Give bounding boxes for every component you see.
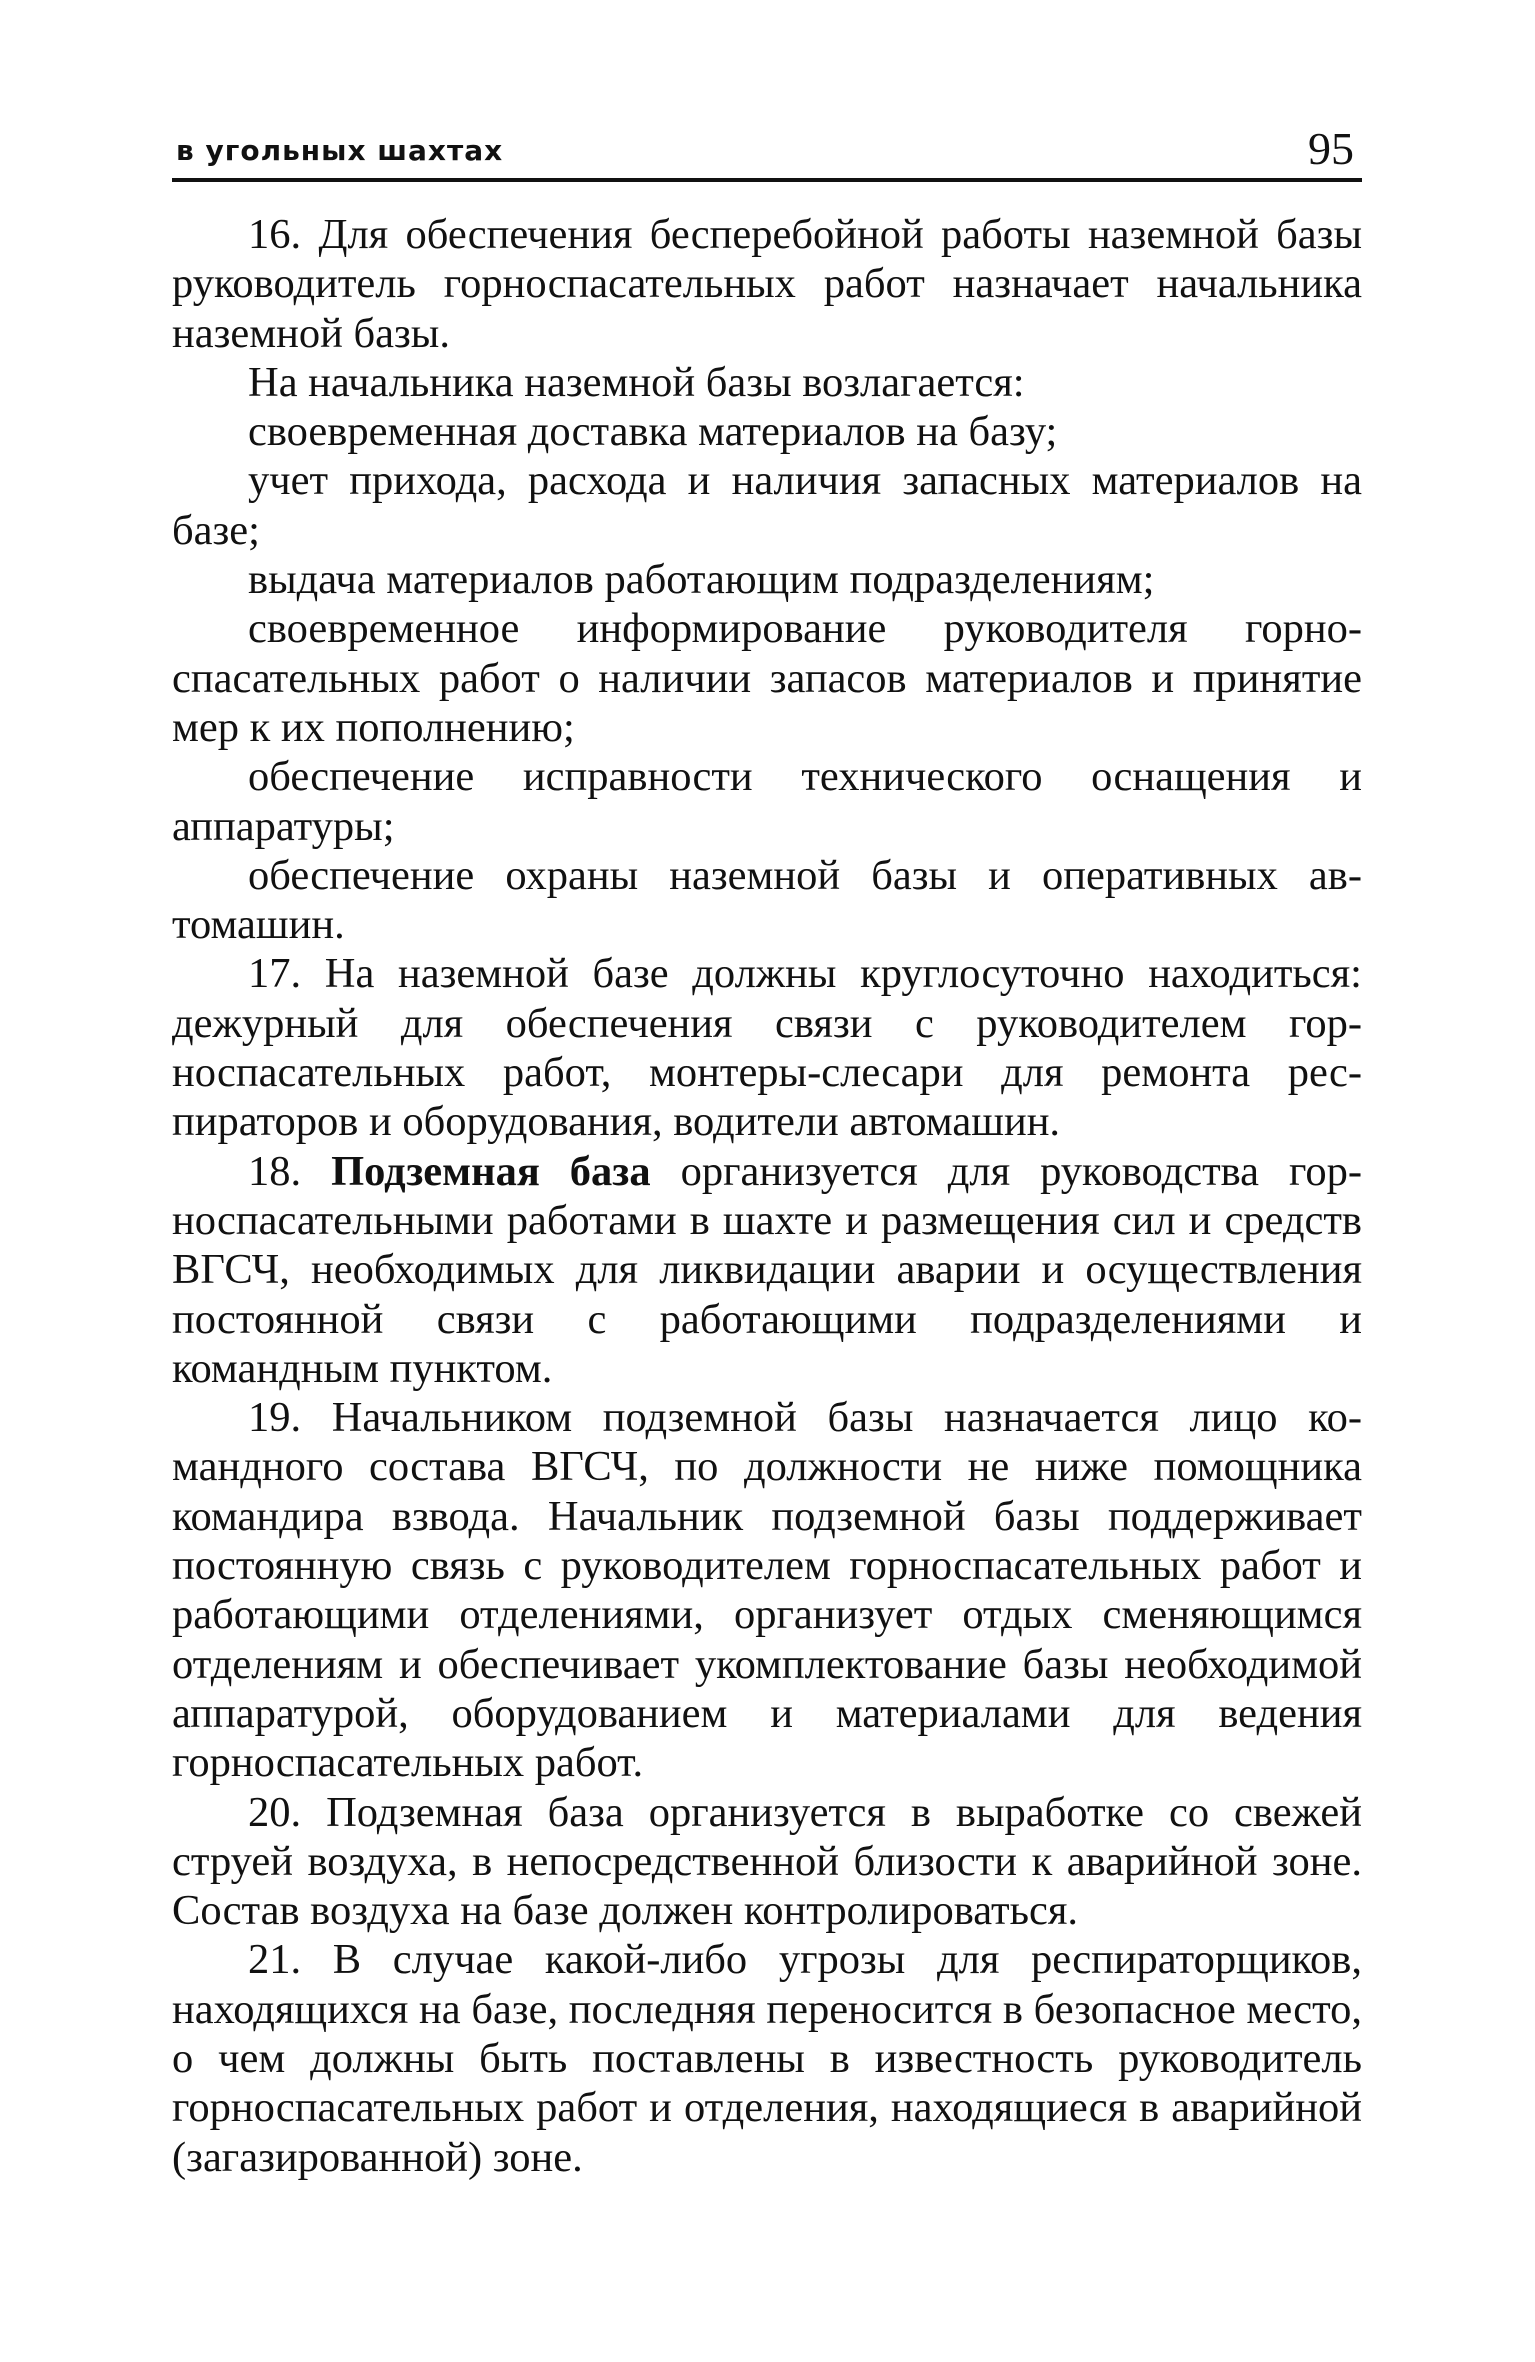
running-title: в угольных шахтах (176, 134, 504, 167)
page-number: 95 (1308, 123, 1354, 174)
header-rule (172, 178, 1362, 182)
paragraph: учет прихода, расхода и наличия запасных материалов на базе; (172, 457, 1362, 554)
paragraph: 17. На наземной базе должны круглосуточно находиться: дежурный для обеспечения связи с руководителем горноспасательных работ, монтеры-слесари для ремонта респираторов и оборудования, водители автомашин. (172, 950, 1362, 1146)
paragraph-text: организуется для руководства горноспасательными работами в шахте и размещения сил и средств ВГСЧ, необходимых для ликвидации аварии и осуществления постоянной связи с работающими подразделениями и командным пунктом. (172, 1147, 1363, 1392)
paragraph: обеспечение исправности технического оснащения и аппаратуры; (172, 753, 1362, 850)
paragraph: 20. Подземная база организуется в выработке со свежей струей воздуха, в непосредственной близости к аварийной зоне. Состав воздуха на базе должен контролироваться. (172, 1788, 1362, 1935)
bold-term: Подземная база (331, 1147, 651, 1195)
paragraph: На начальника наземной базы возлагается: (248, 358, 1025, 406)
paragraph: 16. Для обеспечения бесперебойной работы наземной базы руководитель горноспасательных работ назначает начальника наземной базы. (172, 211, 1362, 357)
paragraph: 19. Начальником подземной базы назначается лицо командного состава ВГСЧ, по должности не ниже помощника командира взвода. Начальник подземной базы поддерживает постоянную связь с руководителем горноспасательных работ и работающими отделениями, организует отдых сменяющимся отделениям и обеспечивает укомплектование базы необходимой аппаратурой, оборудованием и материалами для ведения горноспасательных работ. (172, 1394, 1362, 1787)
paragraph (172, 1147, 1362, 1393)
paragraph: своевременное информирование руководителя горноспасательных работ о наличии запасов материалов и принятие мер к их пополнению; (172, 605, 1362, 751)
paragraph: обеспечение охраны наземной базы и оперативных автомашин. (172, 851, 1362, 949)
running-header (172, 118, 1362, 182)
paragraph-number: 18. (248, 1147, 332, 1195)
paragraph: 21. В случае какой-либо угрозы для респираторщиков, находящихся на базе, последняя переносится в безопасное место, о чем должны быть поставлены в известность руководитель горноспасательных работ и отделения, находящиеся в аварийной (загазированной) зоне. (172, 1936, 1362, 2181)
paragraph: выдача материалов работающим подразделениям; (248, 556, 1155, 604)
paragraph: своевременная доставка материалов на базу; (248, 408, 1058, 456)
body-text (172, 210, 1362, 2182)
